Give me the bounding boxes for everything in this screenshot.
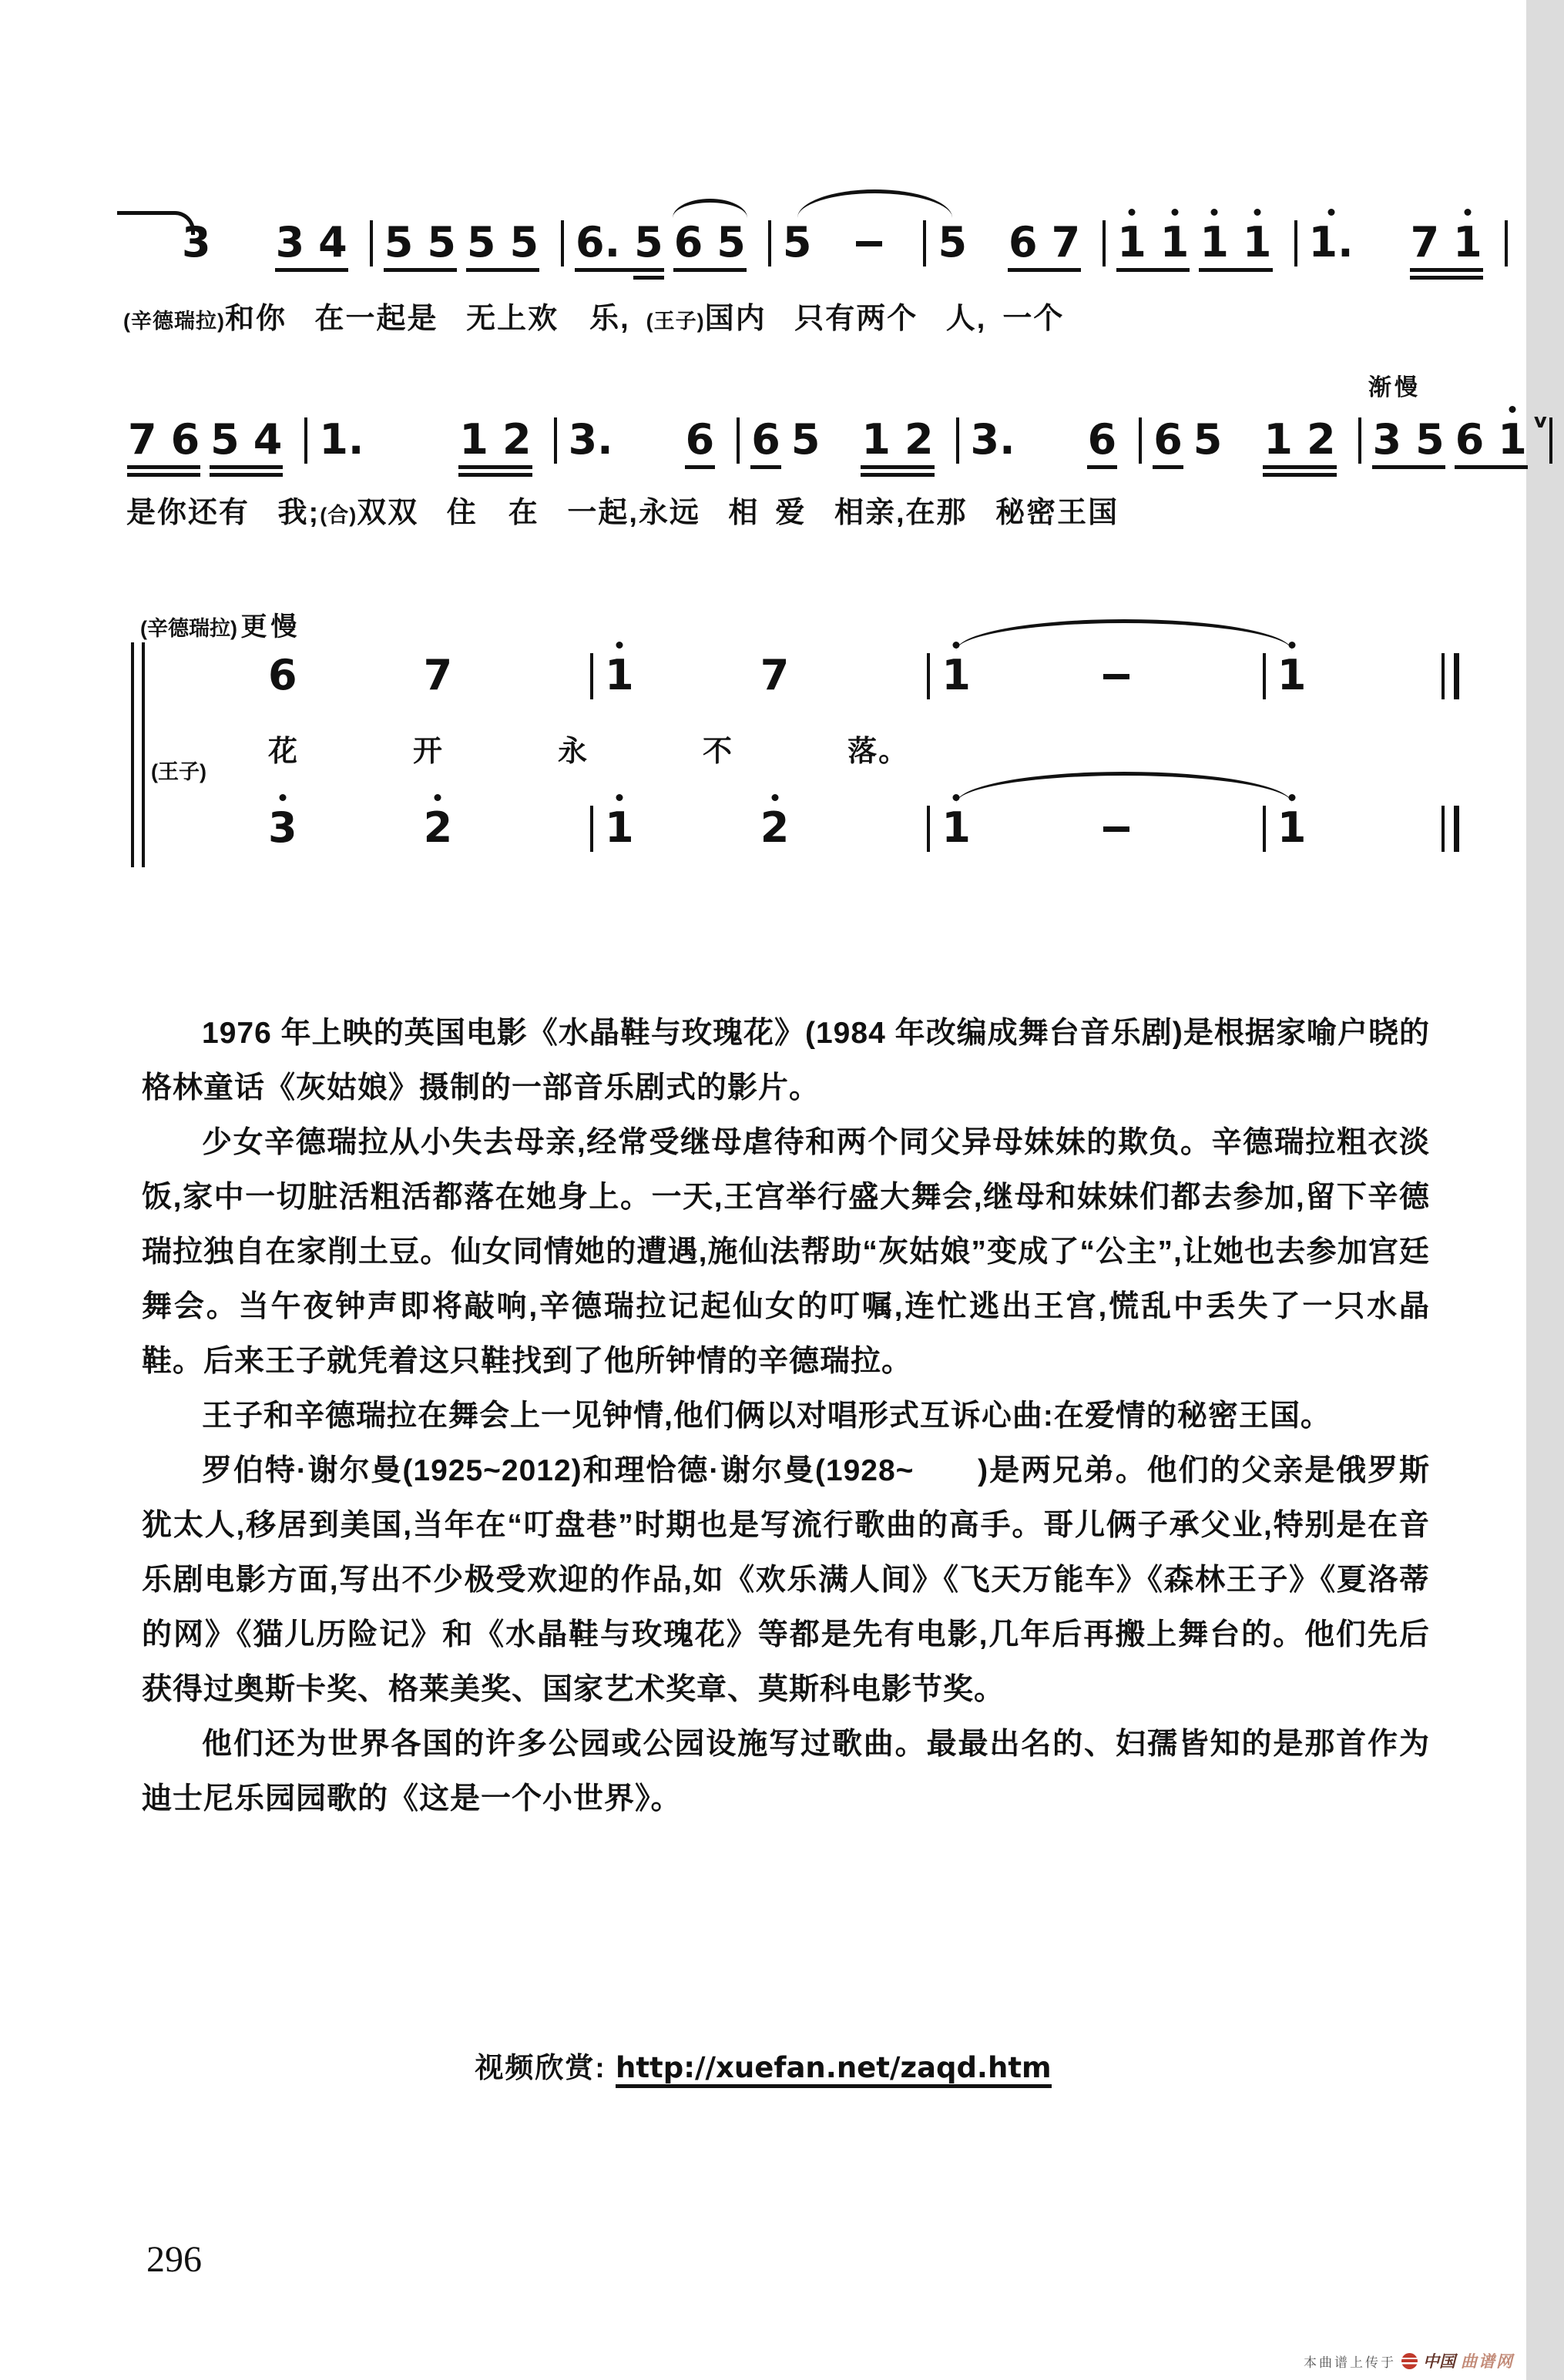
ending-upper-voice bbox=[268, 653, 1459, 699]
barline bbox=[1103, 220, 1106, 266]
note: 3. bbox=[970, 415, 1015, 464]
watermark-brand-bold: 中国 bbox=[1423, 2353, 1455, 2371]
note: 2 bbox=[423, 803, 453, 852]
spacer bbox=[222, 220, 276, 221]
note: 3. bbox=[568, 415, 613, 464]
barline bbox=[956, 417, 959, 464]
note: 6 bbox=[268, 651, 297, 699]
note: 3 bbox=[1372, 415, 1402, 464]
note: 6. bbox=[576, 218, 621, 266]
spacer bbox=[831, 417, 861, 418]
note: 1 bbox=[1264, 415, 1293, 464]
role-label: (合) bbox=[320, 504, 357, 527]
spacer bbox=[645, 653, 760, 654]
note: 1 bbox=[1242, 218, 1272, 266]
note: 1 bbox=[605, 803, 634, 852]
lyric-text: 花 bbox=[268, 736, 300, 768]
note bbox=[1264, 417, 1335, 462]
prince-voice-label: (王子) bbox=[151, 760, 206, 783]
barline bbox=[1505, 220, 1508, 266]
note: 1 bbox=[941, 803, 971, 852]
watermark-prefix: 本曲谱上传于 bbox=[1304, 2355, 1396, 2370]
barline bbox=[1358, 417, 1361, 464]
note: 1 bbox=[861, 415, 891, 464]
lyrics-line-2 bbox=[126, 488, 1119, 531]
lyrics-line-1 bbox=[123, 294, 1064, 337]
note bbox=[276, 220, 347, 265]
note: 5 bbox=[384, 218, 414, 266]
note bbox=[861, 417, 933, 462]
notation-line-1 bbox=[182, 220, 1519, 266]
note: 4 bbox=[318, 218, 347, 266]
lyric-text: 是你还有 我; bbox=[126, 497, 321, 529]
note: 2 bbox=[904, 415, 934, 464]
lyric-text: 落。 bbox=[847, 736, 910, 768]
note: 6 bbox=[1009, 218, 1038, 266]
note: 1 bbox=[1117, 218, 1146, 266]
dash-continuation bbox=[856, 241, 882, 246]
spacer bbox=[800, 653, 915, 654]
note: 1 bbox=[1277, 803, 1307, 852]
lyric-text: 和你 在一起是 无上欢 乐, bbox=[224, 303, 646, 335]
lyric-text: 永 bbox=[558, 736, 589, 768]
dash-continuation bbox=[1103, 826, 1129, 832]
note: 3 bbox=[268, 803, 297, 852]
note: 5 bbox=[509, 218, 539, 266]
note bbox=[1200, 220, 1271, 265]
barline bbox=[304, 417, 307, 464]
tie-arc bbox=[956, 772, 1292, 803]
spacer bbox=[1026, 417, 1088, 418]
note: 1. bbox=[1308, 218, 1354, 266]
note bbox=[1455, 410, 1547, 464]
barline bbox=[1263, 653, 1266, 699]
zhongguo-qupu-logo-icon bbox=[1401, 2353, 1418, 2369]
note bbox=[674, 220, 746, 265]
note bbox=[576, 220, 663, 265]
lyric-text: 不 bbox=[703, 736, 734, 768]
barline bbox=[1294, 220, 1297, 266]
note: 5 bbox=[210, 415, 240, 464]
barline bbox=[923, 220, 926, 266]
ending-tempo-label bbox=[140, 605, 300, 643]
note: 1 bbox=[605, 651, 634, 699]
tie-arc bbox=[956, 619, 1292, 651]
spacer bbox=[624, 417, 686, 418]
video-label: 视频欣赏: bbox=[475, 2052, 606, 2083]
note bbox=[1373, 417, 1445, 462]
note: 6 bbox=[170, 415, 200, 464]
system-bracket bbox=[131, 642, 145, 867]
note: 6 bbox=[1087, 415, 1117, 464]
note: 3 bbox=[182, 218, 211, 266]
note: 1 bbox=[1453, 218, 1482, 266]
notation-line-2 bbox=[128, 375, 1564, 464]
note: 5 bbox=[466, 218, 496, 266]
barline bbox=[590, 806, 593, 852]
breath-mark: v bbox=[1533, 410, 1547, 433]
spacer bbox=[1317, 653, 1432, 654]
note: 2 bbox=[760, 803, 790, 852]
barline bbox=[554, 417, 557, 464]
barline bbox=[590, 653, 593, 699]
paragraph-film-intro: 1976 年上映的英国电影《水晶鞋与玫瑰花》(1984 年改编成舞台音乐剧)是根据家喻户晓的格林童话《灰姑娘》摄制的一部音乐剧式的影片。 bbox=[142, 1017, 1430, 1105]
paragraph-duet: 王子和辛德瑞拉在舞会上一见钟情,他们俩以对唱形式互诉心曲:在爱情的秘密王国。 bbox=[202, 1400, 1331, 1433]
note bbox=[210, 417, 282, 462]
note: 5 bbox=[427, 218, 456, 266]
spacer bbox=[888, 220, 911, 221]
barline bbox=[927, 806, 930, 852]
note: 5 bbox=[782, 218, 812, 266]
spacer bbox=[978, 220, 1009, 221]
page-number: 296 bbox=[146, 2239, 202, 2280]
ending-lower-voice bbox=[268, 803, 1459, 852]
final-barline bbox=[1441, 806, 1459, 852]
final-barline bbox=[1441, 653, 1459, 699]
note: 5 bbox=[1193, 415, 1223, 464]
ending-lyrics bbox=[268, 727, 909, 769]
note: 1 bbox=[459, 415, 488, 464]
note: 6 bbox=[685, 415, 715, 464]
song-notes-text bbox=[142, 1006, 1430, 1826]
note: 5 bbox=[1415, 415, 1445, 464]
note: 7 bbox=[1410, 218, 1440, 266]
note: 5 bbox=[790, 415, 821, 464]
note bbox=[1411, 220, 1482, 265]
slur-arc bbox=[673, 199, 747, 218]
note: 7 bbox=[1051, 218, 1081, 266]
note bbox=[467, 220, 539, 265]
spacer bbox=[1364, 220, 1411, 221]
note: 6 bbox=[673, 218, 703, 266]
paragraph-sherman-brothers: 罗伯特·谢尔曼(1925~2012)和理恰德·谢尔曼(1928~ )是两兄弟。他们的父亲是俄罗斯犹太人,移居到美国,当年在“叮盘巷”时期也是写流行歌曲的高手。哥儿俩子承父业,特别是在音乐剧电影方面,写出不少极受欢迎的作品,如《欢乐满人间》《飞天万能车》《森林王子》《夏洛蒂的网》《猫儿历险记》和《水晶鞋与玫瑰花》等都是先有电影,几年后再搬上舞台的。他们先后获得过奥斯卡奖、格莱美奖、国家艺术奖章、莫斯科电影节奖。 bbox=[142, 1454, 1430, 1706]
spacer bbox=[1136, 653, 1251, 654]
barline bbox=[737, 417, 740, 464]
cinderella-role-label: (辛德瑞拉) bbox=[140, 617, 237, 640]
barline bbox=[1549, 417, 1552, 464]
spacer bbox=[1233, 417, 1264, 418]
role-label: (王子) bbox=[646, 310, 705, 333]
note bbox=[1009, 220, 1080, 265]
note: 3 bbox=[275, 218, 305, 266]
role-label: (辛德瑞拉) bbox=[123, 310, 225, 333]
note bbox=[128, 417, 200, 462]
note: 7 bbox=[760, 651, 790, 699]
spacer bbox=[822, 220, 850, 221]
video-link-line bbox=[0, 2044, 1526, 2086]
tempo-mark: 渐慢 bbox=[1368, 375, 1421, 401]
note bbox=[459, 417, 531, 462]
watermark-brand-light: 曲谱网 bbox=[1461, 2353, 1514, 2371]
lyric-text: 开 bbox=[413, 736, 445, 768]
lyric-text: 双双 住 在 一起,永远 相 爱 相亲,在那 秘密王国 bbox=[357, 497, 1119, 529]
dash-continuation bbox=[1103, 674, 1129, 679]
note: 1 bbox=[1160, 218, 1190, 266]
spacer bbox=[308, 653, 424, 654]
note: 5 bbox=[938, 218, 968, 266]
spacer bbox=[374, 417, 459, 418]
note: 5 bbox=[717, 218, 746, 266]
note: 2 bbox=[502, 415, 532, 464]
site-watermark bbox=[1304, 2349, 1514, 2372]
note: 6 bbox=[1153, 415, 1183, 464]
barline bbox=[1263, 806, 1266, 852]
barline bbox=[370, 220, 373, 266]
tie-arc bbox=[797, 189, 952, 218]
barline bbox=[927, 653, 930, 699]
note: 1. bbox=[319, 415, 364, 464]
note: 2 bbox=[1306, 415, 1336, 464]
barline bbox=[768, 220, 771, 266]
note: 7 bbox=[128, 415, 157, 464]
note: 1 v bbox=[1498, 417, 1527, 462]
note: 4 bbox=[253, 415, 283, 464]
note: 5 bbox=[634, 218, 663, 266]
note: 6 bbox=[751, 415, 780, 464]
paragraph-story: 少女辛德瑞拉从小失去母亲,经常受继母虐待和两个同父异母妹妹的欺负。辛德瑞拉粗衣淡饭,家中一切脏活粗活都落在她身上。一天,王宫举行盛大舞会,继母和妹妹们都去参加,留下辛德瑞拉独自在家削土豆。仙女同情她的遭遇,施仙法帮助“灰姑娘”变成了“公主”,让她也去参加宫廷舞会。当午夜钟声即将敲响,辛德瑞拉记起仙女的叮嘱,连忙逃出王宫,慌乱中丢失了一只水晶鞋。后来王子就凭着这只鞋找到了他所钟情的辛德瑞拉。 bbox=[142, 1126, 1430, 1378]
note bbox=[1117, 220, 1189, 265]
paragraph-small-world: 他们还为世界各国的许多公园或公园设施写过歌曲。最最出名的、妇孺皆知的是那首作为迪士尼乐园园歌的《这是一个小世界》。 bbox=[142, 1728, 1430, 1815]
barline bbox=[561, 220, 564, 266]
barline bbox=[1139, 417, 1142, 464]
note: 1 bbox=[1277, 651, 1307, 699]
video-url-link[interactable]: http://xuefan.net/zaqd.htm bbox=[616, 2051, 1052, 2088]
slower-tempo-text: 更慢 bbox=[240, 612, 301, 642]
spacer bbox=[982, 653, 1097, 654]
lyric-text: 国内 只有两个 人, 一个 bbox=[704, 303, 1065, 335]
note bbox=[384, 220, 456, 265]
note: 7 bbox=[423, 651, 453, 699]
note: 1 bbox=[1200, 218, 1229, 266]
note: 6 bbox=[1455, 415, 1485, 464]
spacer bbox=[463, 653, 579, 654]
note: 1 bbox=[941, 651, 971, 699]
